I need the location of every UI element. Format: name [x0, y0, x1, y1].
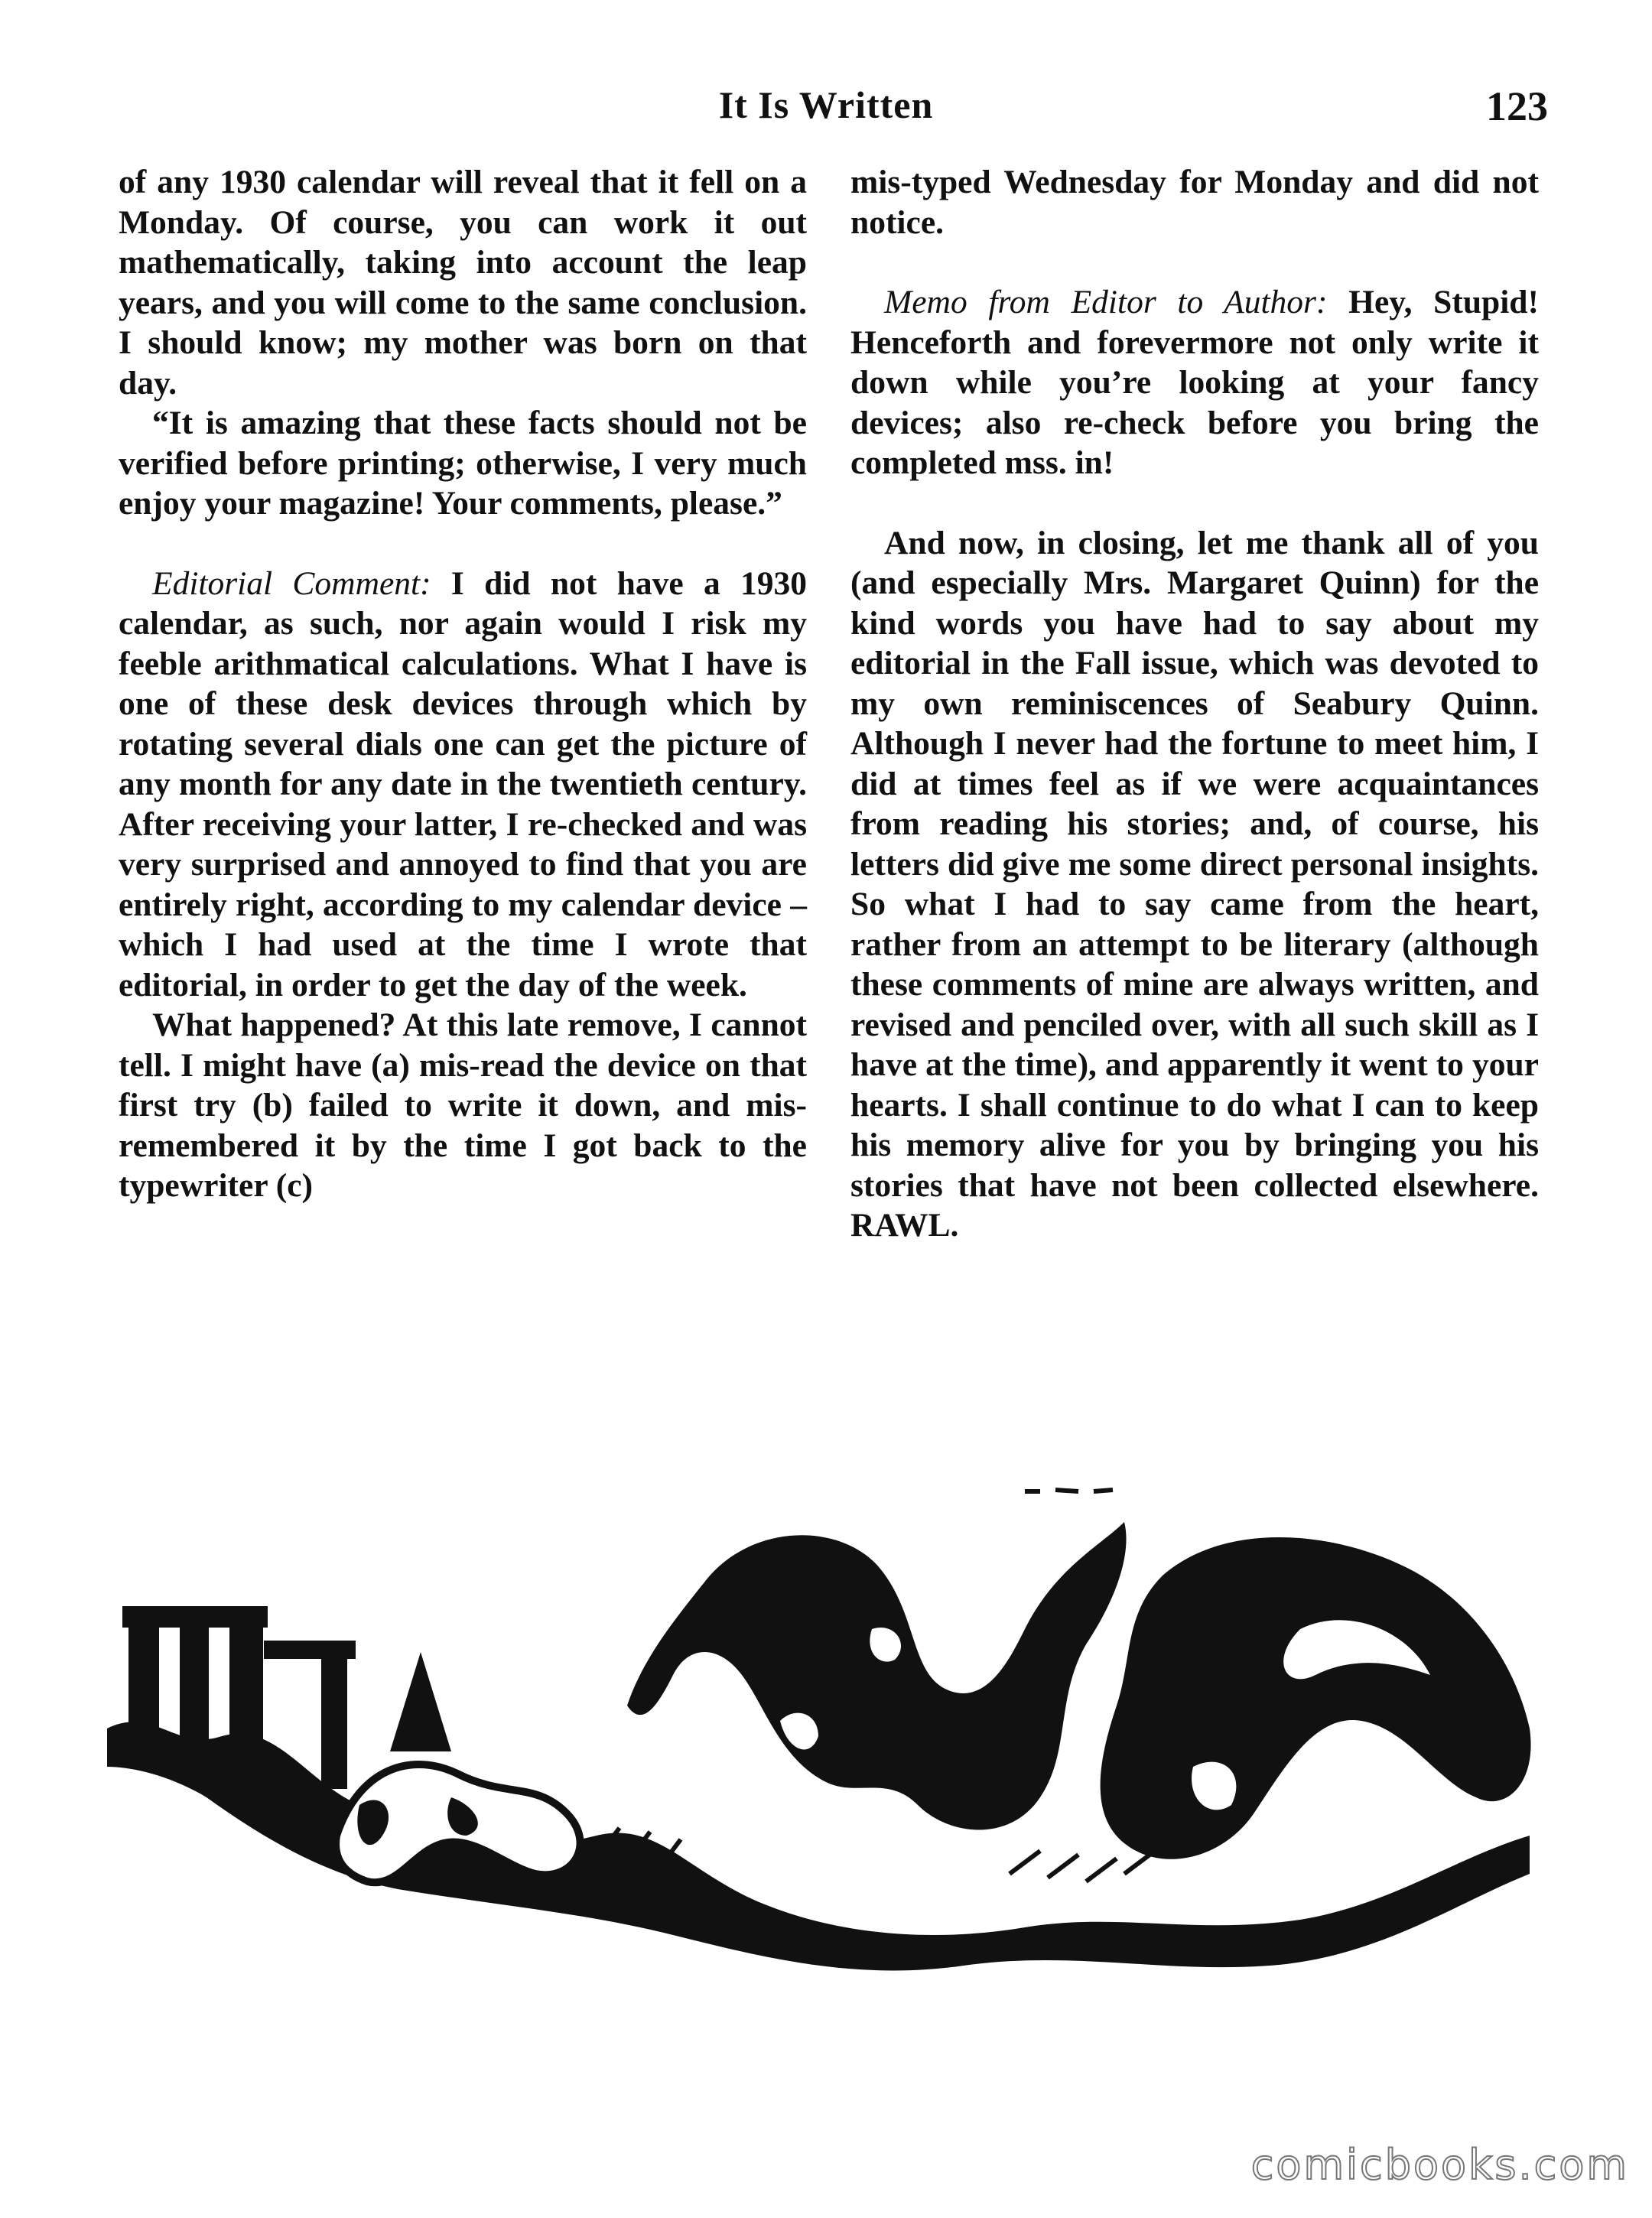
paragraph-reader-quote: “It is amazing that these facts should not be verified before printing; otherwise, I very much enjoy your magazine! Your comments, please.”	[119, 405, 807, 522]
paragraph-calendar-continued: of any 1930 calendar will reveal that it fell on a Monday. Of course, you can work it out mathematically, taking into account the leap years, and you will come to the same conclusion. I should know; my mother was born on that day.	[119, 164, 807, 402]
watermark: comicbooks.com	[1250, 2141, 1629, 2189]
page-number: 123	[1486, 83, 1548, 129]
paragraph-mis-typed: mis-typed Wednesday for Monday and did not notice.	[850, 164, 1539, 241]
memo-body: Hey, Stupid! Henceforth and forevermore not only write it down while you’re looking at your fancy devices; also re-check before you bring the completed mss. in!	[850, 284, 1539, 481]
right-column	[850, 162, 1539, 1246]
pyramid	[390, 1652, 451, 1751]
memo-lead-in: Memo from Editor to Author:	[884, 284, 1328, 320]
running-head	[0, 83, 1652, 136]
running-title: It Is Written	[718, 83, 934, 126]
editorial-comment-body: I did not have a 1930 calendar, as such, nor again would I risk my feeble arithmatical calculations. What I have is one of these desk devices through which by rotating several dials one can get the picture of any month for any date in the twentieth century. After receiving your latter, I re-checked and was very surprised and annoyed to find that you are entirely right, according to my calendar device – which I had used at the time I wrote that editorial, in order to get the day of the week.	[119, 564, 807, 1003]
paragraph-editorial-comment	[119, 564, 807, 1006]
tailpiece-illustration	[107, 1476, 1545, 1981]
cloaked-figure	[1101, 1537, 1531, 1859]
paragraph-closing: And now, in closing, let me thank all of you (and especially Mrs. Margaret Quinn) for the kind words you have had to say about my editorial in the Fall issue, which was devoted to my own reminiscences of Seabury Quinn. Although I never had the fortune to meet him, I did at times feel as if we were acquaintances from reading his stories; and, of course, his letters did give me some direct personal insights. So what I had to say came from the heart, rather from an attempt to be literary (although these comments of mine are always written, and revised and penciled over, with all such skill as I have at the time), and apparently it went to your hearts. I shall continue to do what I can to keep his memory alive for you by bringing you his stories that have not been collected elsewhere. RAWL.	[850, 524, 1539, 1244]
paragraph-memo	[850, 282, 1539, 483]
stone-monument	[122, 1606, 356, 1789]
paragraph-what-happened: What happened? At this late remove, I cannot tell. I might have (a) mis-read the device on that first try (b) failed to write it down, and mis-remembered it by the time I got back to the typewriter (c)	[119, 1007, 807, 1204]
winged-demon	[627, 1522, 1127, 1830]
left-column	[119, 162, 807, 1206]
editorial-comment-lead-in: Editorial Comment:	[152, 564, 431, 602]
